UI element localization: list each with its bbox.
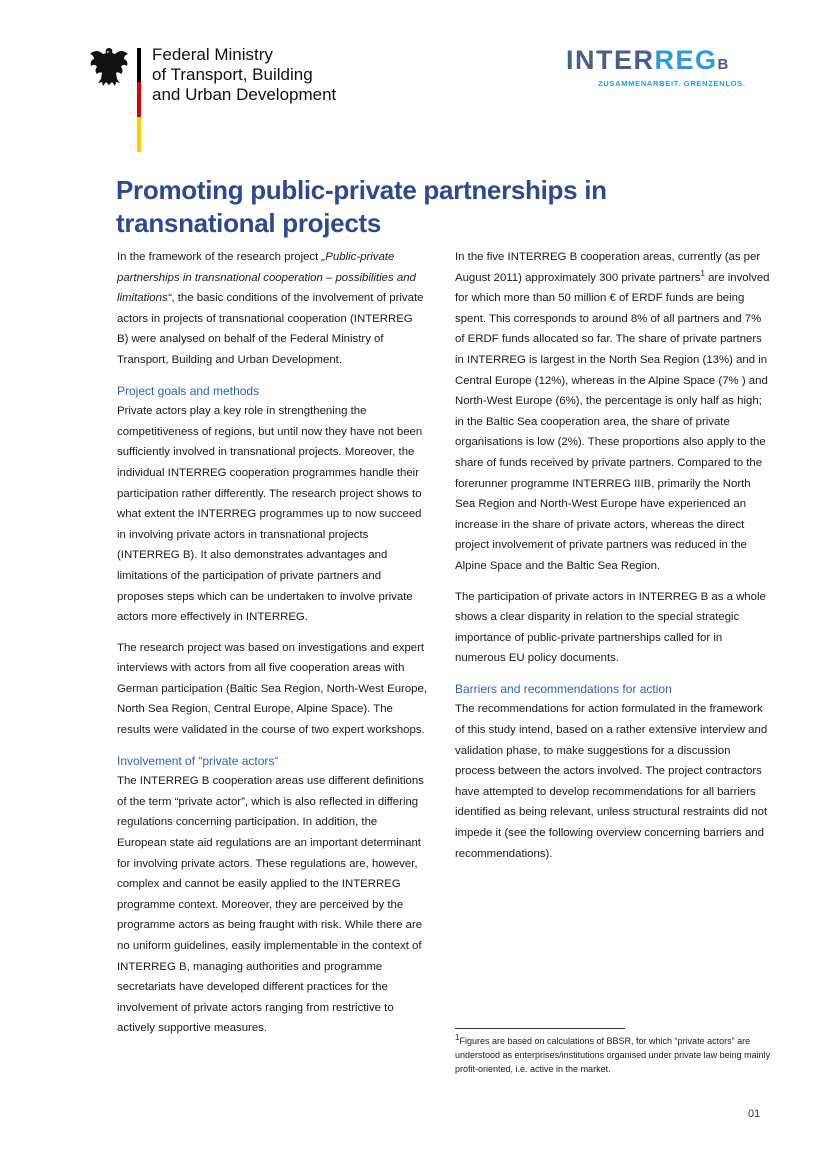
footnote-reference: 1: [700, 268, 705, 278]
paragraph-recommendations: The recommendations for action formulated in the framework of this study intend, based on a rather extensive interview and validation phase, to make suggestions for a discussion process between the actors involved. The project contractors have attempted to develop recommendations for all barriers identified as being relevant, unless structural restraints did not impede it (see the following overview concerning barriers and recommendations).: [455, 703, 768, 860]
right-column: [455, 247, 770, 874]
ministry-name: [152, 45, 336, 105]
flag-stripe-black: [137, 48, 141, 82]
german-flag-bar: [137, 48, 141, 152]
heading-project-goals: Project goals and methods: [117, 383, 260, 398]
intro-text-start: In the framework of the research project: [117, 251, 322, 263]
interreg-logo: [566, 45, 766, 88]
left-column: [117, 247, 427, 1049]
paragraph-private-actors: The INTERREG B cooperation areas use different definitions of the term “private actor”, which is also reflected in differing regulations concerning participation. In addition, the European state aid regulations are an important determinant for involving private actors. These regulations are, however, complex and cannot be easily applied to the INTERREG programme context. Moreover, they are perceived by the programme actors as being fraught with risk. While there are no uniform guidelines, easily implementable in the context of INTERREG B, managing authorities and programme secretariats have developed different practices for the involvement of private actors ranging from restrictive to actively supportive measures.: [117, 775, 424, 1035]
project-title-italic: „Public-private partnerships in transnational cooperation – possibilities and limitations“: [117, 251, 416, 305]
page-header: [0, 0, 820, 160]
federal-eagle-icon: [88, 45, 130, 89]
page-title: Promoting public-private partnerships in transnational projects: [116, 175, 607, 238]
ministry-line-2: of Transport, Building: [152, 65, 313, 84]
flag-stripe-gold: [137, 117, 141, 152]
footnote-number: 1: [455, 1033, 460, 1042]
flag-stripe-red: [137, 82, 141, 117]
heading-barriers: Barriers and recommendations for action: [455, 681, 672, 696]
heading-private-actors: Involvement of “private actors“: [117, 753, 279, 768]
footnote: [455, 1034, 773, 1076]
interreg-tagline: ZUSAMMENARBEIT. GRENZENLOS.: [598, 79, 746, 88]
paragraph-research-basis: The research project was based on investigations and expert interviews with actors from all five cooperation areas with German participation (Baltic Sea Region, North-West Europe, North Sea Region, Central Europe, Alpine Space). The results were validated in the course of two expert workshops.: [117, 641, 428, 737]
paragraph-disparity: The participation of private actors in INTERREG B as a whole shows a clear disparity in relation to the special strategic importance of public-private partnerships called for in numerous EU policy documents.: [455, 590, 766, 665]
paragraph-statistics: [455, 247, 770, 577]
intro-text-end: , the basic conditions of the involvement of private actors in projects of transnational cooperation (INTERREG B) were analysed on behalf of the Federal Ministry of Transport, Building and Urban Development.: [117, 292, 424, 366]
ministry-line-3: and Urban Development: [152, 85, 337, 104]
statistics-text-start: In the five INTERREG B cooperation areas, currently (as per August 2011) approximately 300 private partners: [455, 251, 761, 284]
logo-part-b: B: [717, 56, 729, 73]
logo-part-inter: INTER: [566, 45, 655, 75]
intro-paragraph: [117, 247, 427, 371]
page-number: 01: [748, 1108, 761, 1120]
footnote-text: Figures are based on calculations of BBSR, for which “private actors” are understood as enterprises/institutions organised under private law being mainly profit-oriented, i.e. active in the market.: [455, 1036, 771, 1074]
ministry-line-1: Federal Ministry: [152, 45, 273, 64]
logo-part-reg: REG: [654, 45, 718, 75]
statistics-text-end: are involved for which more than 50 million € of ERDF funds are being spent. This corresponds to around 8% of all partners and 7% of ERDF funds allocated so far. The share of private partners in INTERREG is largest in the North Sea Region (13%) and in Central Europe (12%), whereas in the Alpine Space (7% ) and North-West Europe (6%), the percentage is only half as high; in the Baltic Sea cooperation area, the share of private organisations is low (2%). These proportions also apply to the share of funds received by private partners. Compared to the forerunner programme INTERREG IIIB, primarily the North Sea Region and North-West Europe have experienced an increase in the share of private actors, whereas the direct project involvement of private partners was reduced in the Alpine Space and the Baltic Sea Region.: [455, 271, 770, 572]
footnote-divider: [455, 1028, 625, 1029]
interreg-wordmark: [566, 45, 766, 80]
paragraph-project-goals: Private actors play a key role in strengthening the competitiveness of regions, but until now they have not been sufficiently involved in transnational projects. Moreover, the individual INTERREG cooperation programmes handle their participation rather differently. The research project shows to what extent the INTERREG programmes up to now succeed in involving private actors in transnational projects (INTERREG B). It also demonstrates advantages and limitations of the participation of private partners and proposes steps which can be undertaken to involve private actors more effectively in INTERREG.: [117, 405, 423, 624]
